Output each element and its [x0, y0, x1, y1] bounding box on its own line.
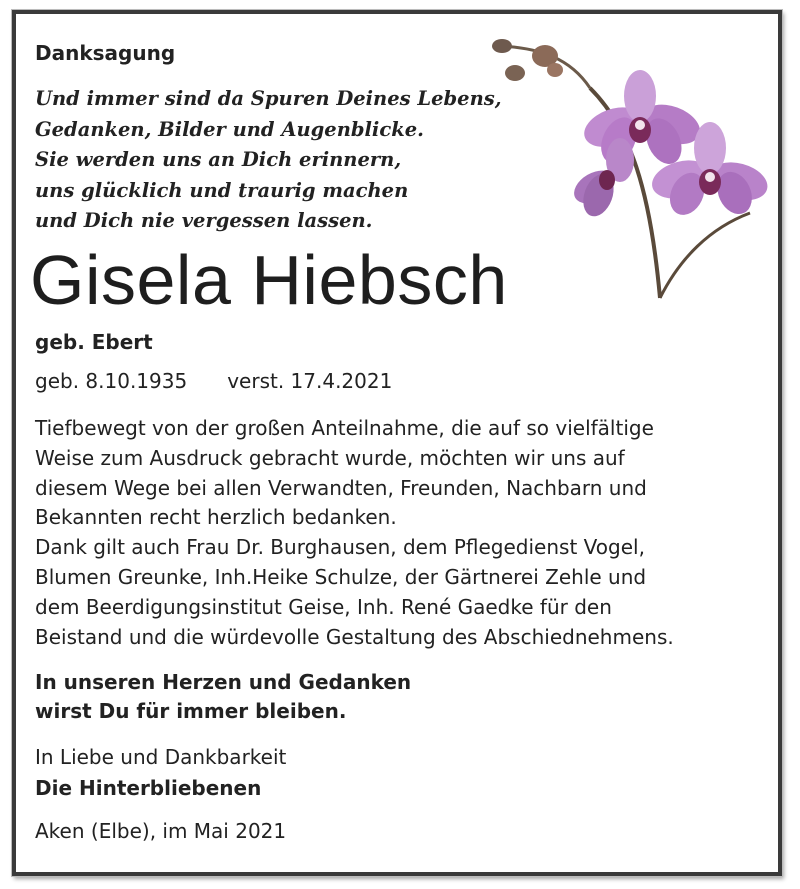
- body-line: Blumen Greunke, Inh.Heike Schulze, der Gärtnerei Zehle und: [35, 564, 647, 589]
- life-dates: [35, 369, 392, 393]
- body-line: Beistand und die würdevolle Gestaltung des Abschiednehmens.: [35, 624, 674, 649]
- poem-line: uns glücklich und traurig machen: [35, 178, 409, 202]
- signoff-signature: Die Hinterbliebenen: [35, 776, 262, 800]
- body-line: Dank gilt auch Frau Dr. Burghausen, dem Pflegedienst Vogel,: [35, 535, 645, 560]
- signoff: [35, 742, 286, 804]
- poem-line: und Dich nie vergessen lassen.: [35, 209, 373, 232]
- body-line: diesem Wege bei allen Verwandten, Freunden, Nachbarn und: [35, 475, 647, 500]
- death-date: verst. 17.4.2021: [227, 369, 393, 393]
- closing-line: In unseren Herzen und Gedanken: [35, 670, 412, 694]
- body-line: Tiefbewegt von der großen Anteilnahme, die auf so vielfältige: [35, 416, 654, 440]
- memorial-poem: [35, 84, 502, 237]
- closing-line: wirst Du für immer bleiben.: [35, 699, 347, 723]
- maiden-name: geb. Ebert: [35, 330, 153, 354]
- deceased-name: Gisela Hiebsch: [30, 241, 508, 319]
- orchid-image: [480, 28, 780, 318]
- thanks-body: [35, 414, 674, 652]
- place-date: Aken (Elbe), im Mai 2021: [35, 819, 287, 843]
- poem-line: Sie werden uns an Dich erinnern,: [35, 148, 402, 171]
- body-line: Weise zum Ausdruck gebracht wurde, möchten wir uns auf: [35, 445, 625, 470]
- signoff-line: In Liebe und Dankbarkeit: [35, 745, 287, 769]
- notice-heading: Danksagung: [35, 41, 176, 65]
- body-line: Bekannten recht herzlich bedanken.: [35, 505, 397, 530]
- closing-verse: [35, 668, 411, 726]
- birth-date: geb. 8.10.1935: [35, 369, 188, 393]
- body-line: dem Beerdigungsinstitut Geise, Inh. René Gaedke für den: [35, 594, 612, 619]
- poem-line: Gedanken, Bilder und Augenblicke.: [35, 117, 424, 141]
- poem-line: Und immer sind da Spuren Deines Lebens,: [35, 87, 502, 110]
